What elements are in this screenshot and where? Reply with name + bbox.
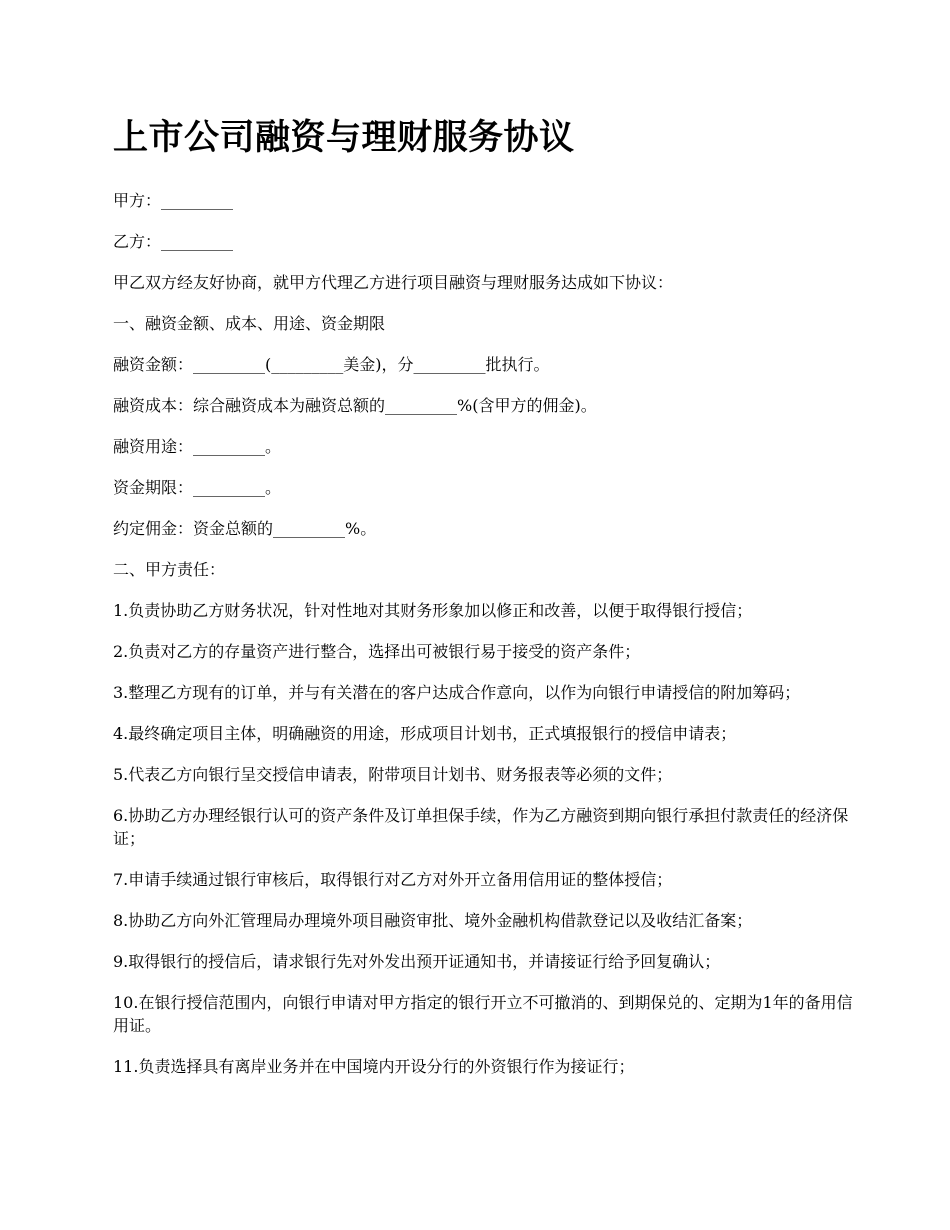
- clause-financing-cost: 融资成本：综合融资成本为融资总额的_________%(含甲方的佣金)。: [113, 396, 597, 415]
- party-b-line: 乙方：_________: [113, 232, 234, 251]
- party-a-line: 甲方：_________: [113, 191, 234, 210]
- duty-item-1: 1.负责协助乙方财务状况，针对性地对其财务形象加以修正和改善，以便于取得银行授信；: [113, 601, 753, 620]
- clause-financing-purpose: 融资用途：_________。: [113, 437, 282, 456]
- clause-financing-amount: 融资金额：_________(_________美金)，分_________批执行。: [113, 355, 550, 374]
- duty-item-2: 2.负责对乙方的存量资产进行整合，选择出可被银行易于接受的资产条件；: [113, 642, 641, 661]
- duty-item-10: 10.在银行授信范围内，向银行申请对甲方指定的银行开立不可撤消的、到期保兑的、定期为1年的备用信用证。: [113, 993, 853, 1035]
- intro-paragraph: 甲乙双方经友好协商，就甲方代理乙方进行项目融资与理财服务达成如下协议：: [113, 273, 674, 292]
- document-page: [113, 112, 853, 1096]
- section-heading-party-a-duties: 二、甲方责任：: [113, 560, 226, 579]
- duty-item-7: 7.申请手续通过银行审核后，取得银行对乙方对外开立备用信用证的整体授信；: [113, 870, 673, 889]
- duty-item-11: 11.负责选择具有离岸业务并在中国境内开设分行的外资银行作为接证行；: [113, 1057, 635, 1076]
- section-heading-financing: 一、融资金额、成本、用途、资金期限: [113, 314, 386, 333]
- clause-commission: 约定佣金：资金总额的_________%。: [113, 519, 377, 538]
- document-title: 上市公司融资与理财服务协议: [113, 117, 575, 158]
- duty-item-4: 4.最终确定项目主体，明确融资的用途，形成项目计划书，正式填报银行的授信申请表；: [113, 724, 737, 743]
- duty-item-8: 8.协助乙方向外汇管理局办理境外项目融资审批、境外金融机构借款登记以及收结汇备案；: [113, 911, 753, 930]
- duty-item-5: 5.代表乙方向银行呈交授信申请表，附带项目计划书、财务报表等必须的文件；: [113, 765, 673, 784]
- duty-item-6: 6.协助乙方办理经银行认可的资产条件及订单担保手续，作为乙方融资到期向银行承担付款责任的经济保证；: [113, 806, 849, 848]
- clause-fund-term: 资金期限：_________。: [113, 478, 282, 497]
- duty-item-3: 3.整理乙方现有的订单，并与有关潜在的客户达成合作意向，以作为向银行申请授信的附加筹码；: [113, 683, 801, 702]
- duty-item-9: 9.取得银行的授信后，请求银行先对外发出预开证通知书，并请接证行给予回复确认；: [113, 952, 721, 971]
